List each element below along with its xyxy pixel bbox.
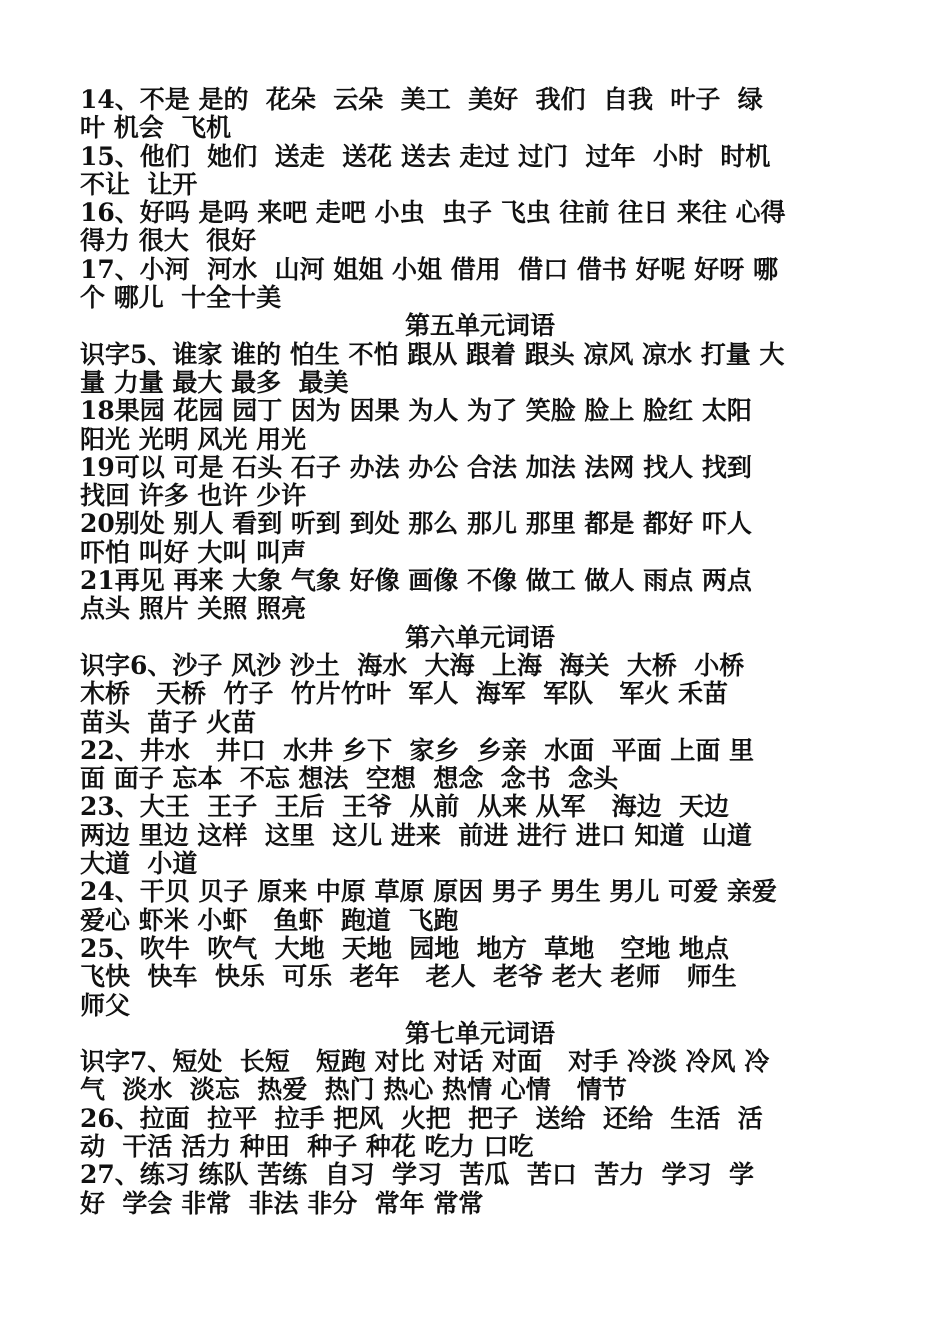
- vocabulary-page: [80, 86, 880, 1218]
- word-line: 师父: [80, 991, 131, 1020]
- unit-heading: 第七单元词语: [404, 1019, 555, 1048]
- word-line: 找回 许多 也许 少许: [80, 482, 307, 511]
- word-line: 得力 很大 很好: [80, 227, 257, 256]
- word-line: 26、拉面 拉平 拉手 把风 火把 把子 送给 还给 生活 活: [80, 1104, 763, 1133]
- word-line: 识字7、短处 长短 短跑 对比 对话 对面 对手 冷淡 冷风 冷: [80, 1048, 770, 1077]
- word-line: 不让 让开: [80, 170, 198, 199]
- word-line: 25、吹牛 吹气 大地 天地 园地 地方 草地 空地 地点: [80, 934, 730, 963]
- word-line: 好 学会 非常 非法 非分 常年 常常: [80, 1189, 484, 1218]
- word-line: 18果园 花园 园丁 因为 因果 为人 为了 笑脸 脸上 脸红 太阳: [80, 397, 752, 426]
- word-line: 识字6、沙子 风沙 沙土 海水 大海 上海 海关 大桥 小桥: [80, 651, 745, 680]
- word-line: 点头 照片 关照 照亮: [80, 595, 307, 624]
- word-line: 量 力量 最大 最多 最美: [80, 368, 349, 397]
- word-line: 阳光 光明 风光 用光: [80, 425, 307, 454]
- word-line: 飞快 快车 快乐 可乐 老年 老人 老爷 老大 老师 师生: [80, 963, 737, 992]
- word-line: 23、大王 王子 王后 王爷 从前 从来 从军 海边 天边: [80, 793, 730, 822]
- word-line: 22、井水 井口 水井 乡下 家乡 乡亲 水面 平面 上面 里: [80, 736, 755, 765]
- word-line: 17、小河 河水 山河 姐姐 小姐 借用 借口 借书 好呢 好呀 哪: [80, 255, 778, 284]
- word-line: 动 干活 活力 种田 种子 种花 吃力 口吃: [80, 1132, 534, 1161]
- word-line: 木桥 天桥 竹子 竹片竹叶 军人 海军 军队 军火 禾苗: [80, 680, 728, 709]
- word-line: 个 哪儿 十全十美: [80, 284, 282, 313]
- word-line: 两边 里边 这样 这里 这儿 进来 前进 进行 进口 知道 山道: [80, 821, 752, 850]
- word-line: 19可以 可是 石头 石子 办法 办公 合法 加法 法网 找人 找到: [80, 453, 752, 482]
- unit-heading: 第六单元词语: [404, 623, 555, 652]
- unit-heading: 第五单元词语: [404, 312, 555, 341]
- word-line: 面 面子 忘本 不忘 想法 空想 想念 念书 念头: [80, 765, 619, 794]
- word-line: 27、练习 练队 苦练 自习 学习 苦瓜 苦口 苦力 学习 学: [80, 1161, 755, 1190]
- word-line: 识字5、谁家 谁的 怕生 不怕 跟从 跟着 跟头 凉风 凉水 打量 大: [80, 340, 785, 369]
- word-line: 苗头 苗子 火苗: [80, 708, 257, 737]
- word-line: 21再见 再来 大象 气象 好像 画像 不像 做工 做人 雨点 两点: [80, 567, 752, 596]
- word-line: 爱心 虾米 小虾 鱼虾 跑道 飞跑: [80, 906, 459, 935]
- word-line: 大道 小道: [80, 850, 198, 879]
- word-line: 20别处 别人 看到 听到 到处 那么 那儿 那里 都是 都好 吓人: [80, 510, 752, 539]
- word-line: 16、好吗 是吗 来吧 走吧 小虫 虫子 飞虫 往前 往日 来往 心得: [80, 199, 786, 228]
- word-line: 15、他们 她们 送走 送花 送去 走过 过门 过年 小时 时机: [80, 142, 771, 171]
- word-line: 14、不是 是的 花朵 云朵 美工 美好 我们 自我 叶子 绿: [80, 86, 763, 114]
- word-line: 吓怕 叫好 大叫 叫声: [80, 538, 307, 567]
- word-line: 24、干贝 贝子 原来 中原 草原 原因 男子 男生 男儿 可爱 亲爱: [80, 878, 777, 907]
- word-line: 气 淡水 淡忘 热爱 热门 热心 热情 心情 情节: [80, 1076, 627, 1105]
- word-line: 叶 机会 飞机: [80, 114, 232, 143]
